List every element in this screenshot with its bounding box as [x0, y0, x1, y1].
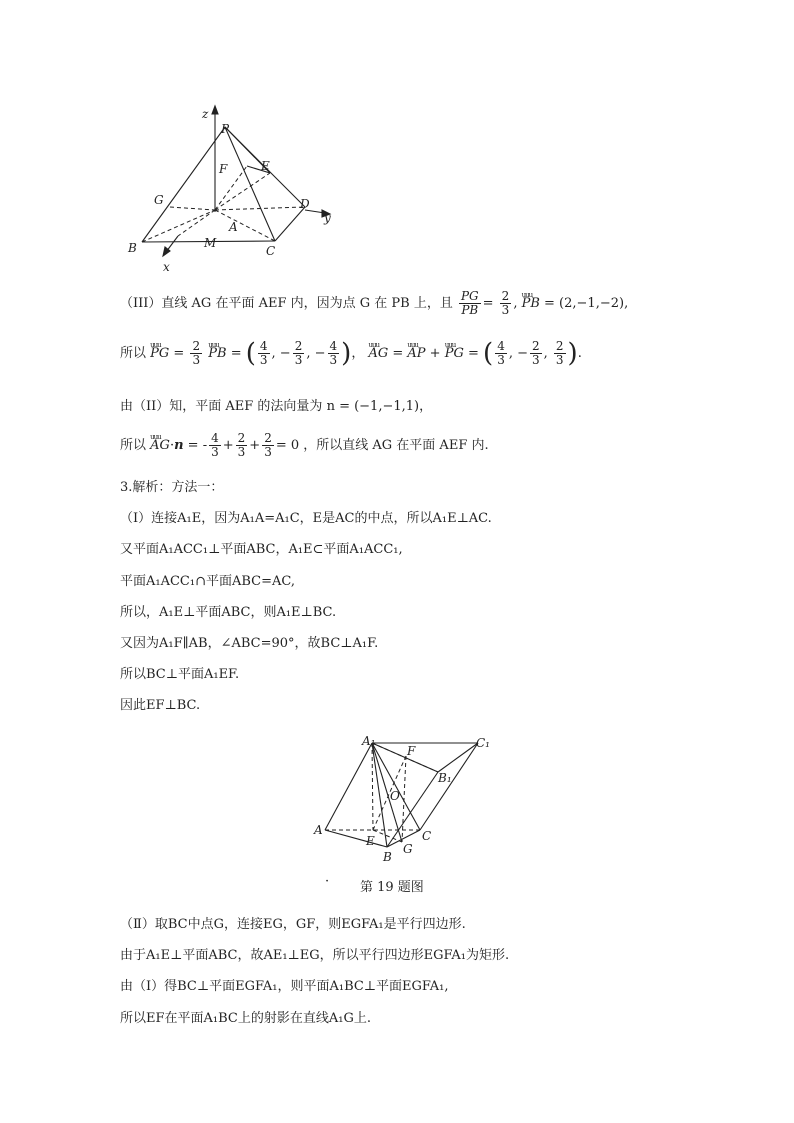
label-F: F	[407, 744, 416, 758]
part3-line4: 所以 uuu AG·n = - $\frac{4}{3}$ + $\frac{2}{3}$ + $\frac{2}{3}$ = 0 ，所以直线 AG 在平面 AEF 内.	[120, 432, 489, 459]
label-D: D	[300, 197, 310, 211]
label-C1: C₁	[476, 736, 490, 750]
label-B1: B₁	[438, 771, 452, 785]
solution3-heading: 3.解析：方法一：	[120, 480, 224, 495]
part3-line3: 由（II）知，平面 AEF 的法向量为 n = (−1,−1,1)，	[120, 399, 433, 414]
label-C: C	[422, 829, 432, 843]
label-G: G	[154, 193, 164, 207]
label-E: E	[366, 834, 375, 848]
figure-caption-dot: ·	[325, 874, 330, 889]
solution3-line: 又因为A₁F∥AB，∠ABC=90°，故BC⊥A₁F.	[120, 636, 379, 651]
label-B: B	[383, 850, 392, 864]
label-F: F	[219, 162, 228, 176]
label-M: M	[204, 236, 217, 250]
label-O: O	[390, 789, 400, 803]
label-P: P	[221, 122, 230, 136]
part3-line2: 所以 uuu PG = $\frac{2}{3}$ uuu PB = ( $\frac{4}{3}$ , − $\frac{2}{3}$ , − $\frac{4}{3}$ )， uuu AG = uuu AP + uuu PG = ( $\frac{4}{3}$ , − $\frac{2}{3}$ , $\frac{2}{3}$ ).	[120, 340, 582, 367]
label-A: A	[314, 823, 323, 837]
label-A1: A₁	[362, 734, 376, 748]
label-z: z	[202, 107, 209, 121]
pyramid-figure	[120, 100, 350, 280]
figure-caption: 第 19 题图	[360, 880, 424, 895]
part2-line: 所以EF在平面A₁BC上的射影在直线A₁G上.	[120, 1011, 371, 1026]
solution3-line: 平面A₁ACC₁∩平面ABC=AC,	[120, 574, 296, 589]
solution3-line: （I）连接A₁E，因为A₁A=A₁C，E是AC的中点，所以A₁E⊥AC.	[120, 511, 492, 526]
solution3-line: 所以，A₁E⊥平面ABC，则A₁E⊥BC.	[120, 605, 337, 620]
label-E: E	[261, 159, 270, 173]
solution3-line: 又平面A₁ACC₁⊥平面ABC，A₁E⊂平面A₁ACC₁,	[120, 542, 403, 557]
label-y: y	[324, 211, 331, 225]
part2-line: 由于A₁E⊥平面ABC，故AE₁⊥EG，所以平行四边形EGFA₁为矩形.	[120, 948, 510, 963]
part2-line: （Ⅱ）取BC中点G，连接EG，GF，则EGFA₁是平行四边形.	[120, 917, 466, 932]
part2-line: 由（I）得BC⊥平面EGFA₁，则平面A₁BC⊥平面EGFA₁,	[120, 979, 449, 994]
solution3-line: 因此EF⊥BC.	[120, 698, 201, 713]
label-x: x	[163, 260, 170, 274]
part3-line1: （III）直线 AG 在平面 AEF 内，因为点 G 在 PB 上，且 $\frac{PG}{PB}$ = $\frac{2}{3}$ , uuu PB = (2,−1,−2),	[120, 290, 628, 317]
label-A: A	[229, 220, 238, 234]
label-G: G	[403, 842, 413, 856]
label-C: C	[266, 244, 276, 258]
solution3-line: 所以BC⊥平面A₁EF.	[120, 667, 240, 682]
vector-PB: uuu PB	[522, 295, 540, 313]
label-B: B	[128, 241, 137, 255]
